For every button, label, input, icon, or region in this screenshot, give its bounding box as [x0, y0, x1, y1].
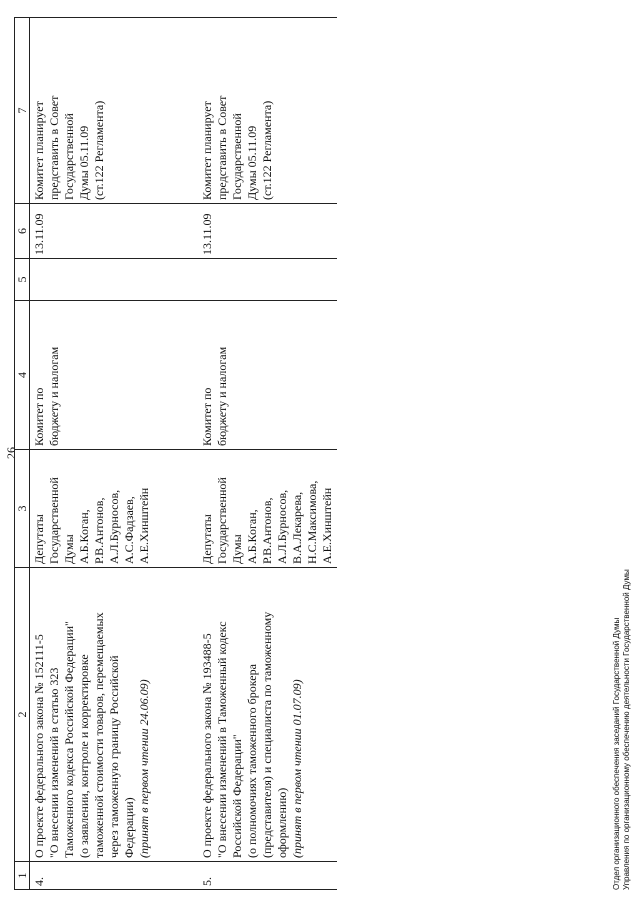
note-line: Думы 05.11.09: [245, 125, 259, 200]
bill-title-cell: [30, 568, 155, 862]
spacer-cell: [154, 450, 198, 568]
note-line: Комитет планирует: [32, 101, 46, 200]
column-header: 3: [15, 450, 30, 568]
column-header: 2: [15, 568, 30, 862]
table-row: [30, 18, 155, 890]
page-number: 26: [4, 447, 18, 459]
author-line: А.Е.Хинштейн: [320, 487, 334, 564]
date-cell: 13.11.09: [198, 204, 337, 259]
spacer-cell: [154, 862, 198, 890]
bill-title-line: "О внесении изменений в Таможенный кодекс: [215, 621, 229, 858]
bill-title-line: таможенной стоимости товаров, перемещаемых: [92, 612, 106, 858]
bill-title-line: (о заявлении, контроле и корректировке: [77, 654, 91, 858]
note-line: Комитет планирует: [200, 101, 214, 200]
bill-title-cell: [198, 568, 337, 862]
author-line: Государственной: [47, 477, 61, 564]
agenda-table: [14, 17, 337, 890]
committee-line: бюджету и налогам: [215, 346, 229, 446]
bill-title-line: О проекте федерального закона № 152111-5: [32, 634, 46, 858]
spacer-cell: [154, 259, 198, 301]
column-header: 7: [15, 18, 30, 204]
committee-line: бюджету и налогам: [47, 346, 61, 446]
author-line: Депутаты: [32, 514, 46, 564]
row-number: 5.: [198, 862, 337, 890]
committee-cell: [198, 301, 337, 450]
author-line: Думы: [62, 534, 76, 564]
column-header: 4: [15, 301, 30, 450]
bill-title-line: О проекте федерального закона № 193488-5: [200, 633, 214, 858]
date-cell: 13.11.09: [30, 204, 155, 259]
author-line: А.Л.Бурносов,: [107, 489, 121, 564]
bill-title-line: Федерации): [122, 797, 136, 858]
bill-title-line: "О внесении изменений в статью 323: [47, 667, 61, 858]
column-header: 1: [15, 862, 30, 890]
table-row: [198, 18, 337, 890]
committee-line: Комитет по: [32, 387, 46, 446]
author-line: Думы: [230, 534, 244, 564]
note-line: (ст.122 Регламента): [260, 100, 274, 200]
column-5-cell: [30, 259, 155, 301]
footer: [612, 569, 632, 890]
note-cell: [198, 18, 337, 204]
column-header: 6: [15, 204, 30, 259]
spacer-cell: [154, 301, 198, 450]
author-line: Депутаты: [200, 514, 214, 564]
note-line: (ст.122 Регламента): [92, 100, 106, 200]
column-number-row: [15, 18, 30, 890]
author-line: В.А.Лекарева,: [290, 491, 304, 564]
footer-line: Управления по организационному обеспечению деятельности Государственной Думы: [622, 569, 631, 890]
bill-title-line: через таможенную границу Российской: [107, 655, 121, 858]
note-cell: [30, 18, 155, 204]
author-line: А.Б.Коган,: [77, 509, 91, 564]
author-line: А.С.Фадзаев,: [122, 496, 136, 564]
author-line: А.Е.Хинштейн: [137, 487, 151, 564]
spacer-cell: [154, 204, 198, 259]
bill-title-line: оформлению): [275, 787, 289, 858]
author-line: Р.В.Антонов,: [260, 497, 274, 564]
note-line: Государственной: [62, 113, 76, 200]
bill-title-line: Таможенного кодекса Российской Федерации": [62, 621, 76, 858]
spacer-cell: [154, 18, 198, 204]
author-line: А.Б.Коган,: [245, 509, 259, 564]
column-5-cell: [198, 259, 337, 301]
spacer-cell: [154, 568, 198, 862]
reading-note: (принят в первом чтении 24.06.09): [137, 679, 151, 858]
bill-title-line: (представителя) и специалиста по таможенному: [260, 611, 274, 858]
author-line: Р.В.Антонов,: [92, 497, 106, 564]
author-line: А.Л.Бурносов,: [275, 489, 289, 564]
note-line: представить в Совет: [47, 95, 61, 200]
author-line: Н.С.Максимова,: [305, 480, 319, 564]
committee-cell: [30, 301, 155, 450]
note-line: Думы 05.11.09: [77, 125, 91, 200]
column-header: 5: [15, 259, 30, 301]
note-line: Государственной: [230, 113, 244, 200]
author-line: Государственной: [215, 477, 229, 564]
row-number: 4.: [30, 862, 155, 890]
authors-cell: [30, 450, 155, 568]
row-spacer: [154, 18, 198, 890]
note-line: представить в Совет: [215, 95, 229, 200]
reading-note: (принят в первом чтении 01.07.09): [290, 679, 304, 858]
committee-line: Комитет по: [200, 387, 214, 446]
bill-title-line: (о полномочиях таможенного брокера: [245, 664, 259, 858]
footer-line: Отдел организационного обеспечения заседаний Государственной Думы: [612, 617, 621, 890]
authors-cell: [198, 450, 337, 568]
bill-title-line: Российской Федерации": [230, 734, 244, 858]
